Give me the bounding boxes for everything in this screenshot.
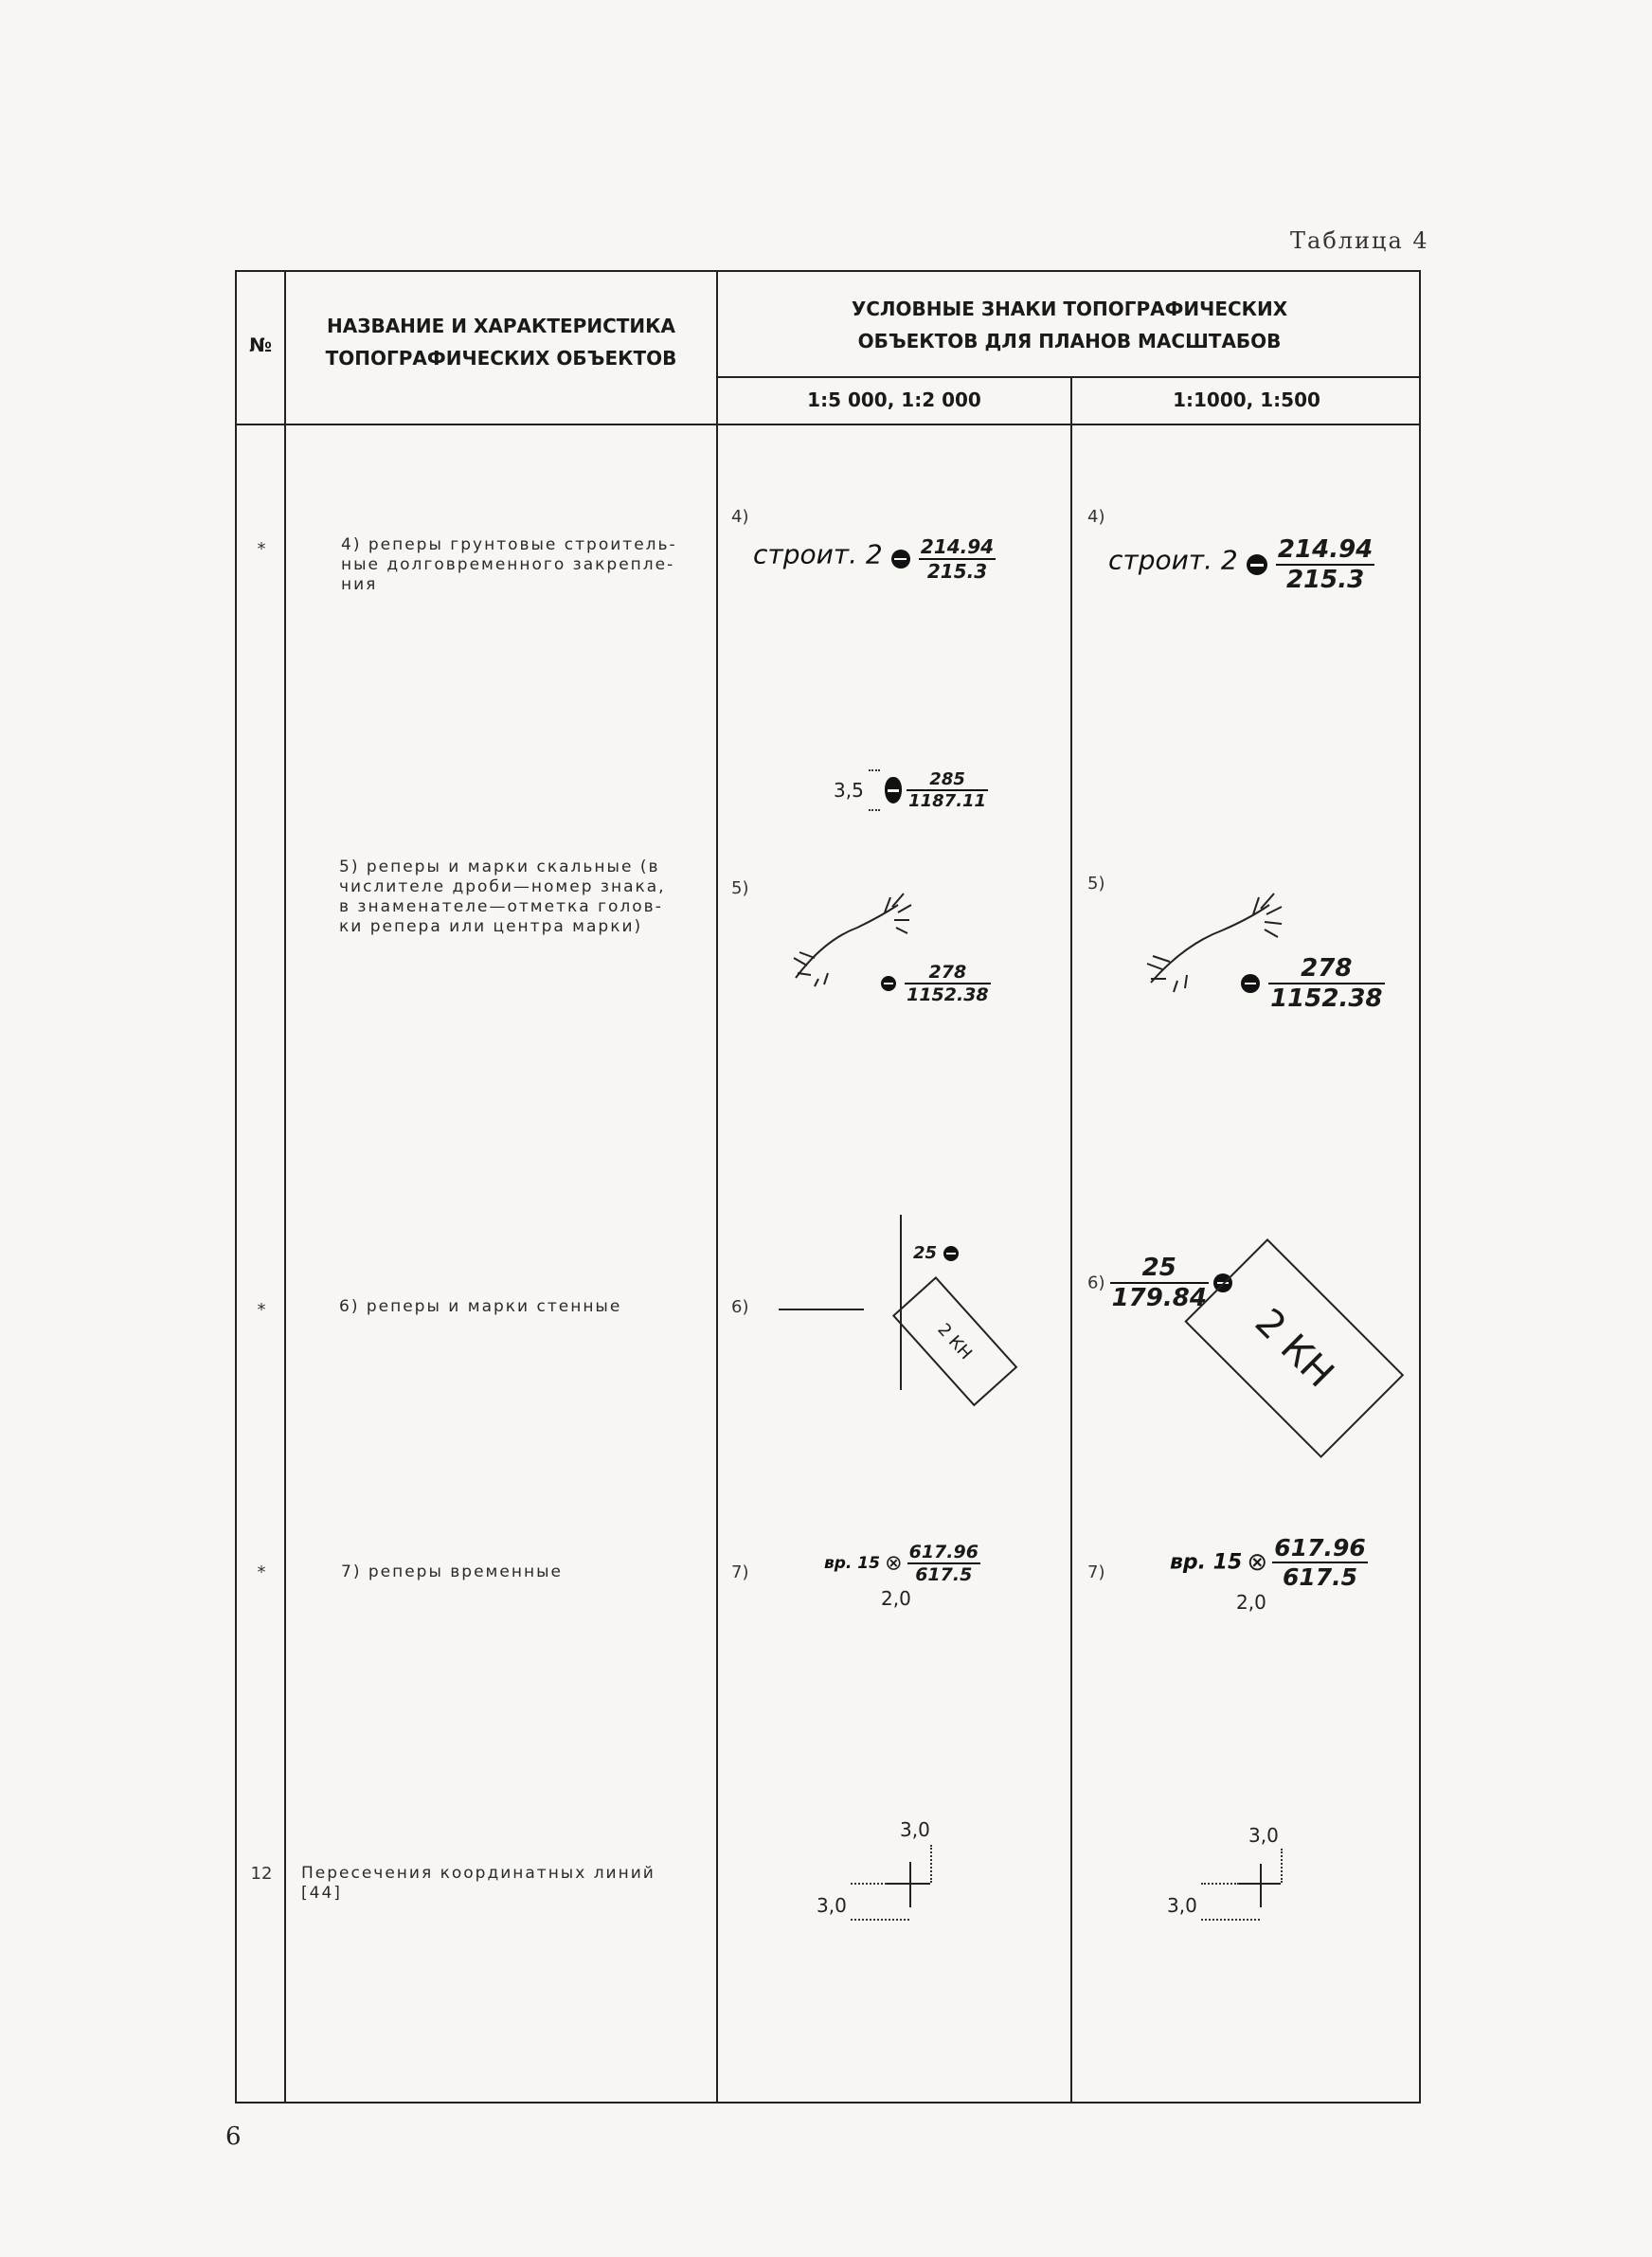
- benchmark-disk-icon: [891, 550, 910, 569]
- wall-plate-icon: [892, 1276, 1017, 1406]
- row-5-sign-a: [881, 962, 991, 1005]
- row-12-description: [301, 1864, 709, 1904]
- row-4-desc-line: 4) реперы грунтовые строитель-: [341, 535, 677, 554]
- row-7-sign-a: [824, 1542, 980, 1585]
- row-5-detail-sign: [834, 769, 988, 811]
- row-7-dimension-b: 2,0: [1236, 1591, 1266, 1614]
- row-4-denominator: 215.3: [926, 560, 988, 583]
- benchmark-disk-icon: [881, 976, 896, 991]
- row-5-fraction: [905, 962, 991, 1005]
- row-5-detail-denominator: 1187.11: [908, 791, 987, 811]
- grid-cross-icon: [909, 1862, 911, 1907]
- grid-cross-icon: [1260, 1864, 1262, 1907]
- row-12-number: 12: [250, 1864, 273, 1884]
- row-4-desc-line: ния: [341, 575, 378, 594]
- row-4-mark: *: [257, 539, 266, 559]
- row-4-sign-a: [753, 535, 996, 583]
- row-12-dim-left-a: 3,0: [817, 1894, 847, 1917]
- row-7-label-a: 7): [731, 1562, 749, 1582]
- row-4-numerator: 214.94: [920, 535, 995, 558]
- row-6-sign-a: [911, 1243, 959, 1263]
- row-7-mark: *: [257, 1562, 266, 1582]
- column-divider-scales: [1070, 376, 1072, 2102]
- row-12-dim-top-b: 3,0: [1248, 1824, 1279, 1847]
- row-6-plate-text-large: 2 КН: [1246, 1300, 1342, 1397]
- row-4-sign-text-large: строит. 2: [1108, 544, 1238, 576]
- row-6-denominator: 179.84: [1111, 1284, 1207, 1312]
- row-12-dim-left-b: 3,0: [1167, 1894, 1197, 1917]
- row-5-denominator: 1152.38: [1270, 984, 1383, 1013]
- header-subdivider: [716, 376, 1419, 378]
- row-7-dimension-a: 2,0: [881, 1587, 911, 1610]
- header-scale-b: 1:1000, 1:500: [1173, 388, 1320, 411]
- row-4-sign-text: строит. 2: [753, 538, 883, 570]
- row-7-sign-b: [1170, 1534, 1368, 1591]
- row-7-numerator: 617.96: [1274, 1534, 1366, 1562]
- row-7-denominator: 617.5: [1283, 1563, 1358, 1591]
- row-4-denominator: 215.3: [1285, 566, 1365, 594]
- row-5-description: [339, 858, 704, 937]
- wall-benchmark-icon: [943, 1246, 959, 1261]
- header-name-line2: ТОПОГРАФИЧЕСКИХ ОБЪЕКТОВ: [325, 347, 677, 370]
- row-5-detail-numerator: 285: [907, 769, 988, 791]
- row-7-sign-text-large: вр. 15: [1170, 1550, 1243, 1575]
- wall-line-icon: [900, 1215, 902, 1390]
- row-7-fraction-large: [1272, 1534, 1367, 1591]
- dotted-dimension-icon: [1281, 1849, 1283, 1883]
- row-7-numerator: 617.96: [908, 1542, 979, 1562]
- row-4-description: [341, 535, 701, 595]
- row-12-desc-line: Пересечения координатных линий: [301, 1864, 655, 1883]
- row-5-sign-b: [1241, 954, 1385, 1013]
- header-name: [286, 310, 716, 374]
- row-4-sign-b: [1108, 535, 1374, 594]
- row-12-dim-top-a: 3,0: [900, 1818, 930, 1841]
- row-6-mark: *: [257, 1300, 266, 1320]
- row-5-fraction-large: [1268, 954, 1384, 1013]
- dotted-dimension-icon: [930, 1845, 932, 1883]
- temporary-benchmark-icon: ⊗: [885, 1551, 903, 1576]
- row-7-description: [341, 1562, 706, 1582]
- row-6-plate-text: 2 КН: [933, 1319, 977, 1363]
- header-num: №: [248, 334, 273, 356]
- dotted-dimension-icon: [1201, 1919, 1260, 1921]
- row-7-label-b: 7): [1087, 1562, 1105, 1582]
- column-divider-name: [716, 272, 718, 2102]
- header-signs: [718, 293, 1421, 357]
- row-7-desc-line: 7) реперы временные: [341, 1562, 563, 1581]
- header-bottom-line: [237, 424, 1419, 425]
- row-5-detail-fraction: [907, 769, 988, 811]
- row-5-desc-line: 5) реперы и марки скальные (в: [339, 858, 660, 876]
- header-signs-line2: ОБЪЕКТОВ ДЛЯ ПЛАНОВ МАСШТАБОВ: [857, 330, 1282, 352]
- row-6-numerator: 25: [1110, 1254, 1209, 1284]
- row-4-desc-line: ные долговременного закрепле-: [341, 555, 675, 574]
- row-5-denominator: 1152.38: [907, 984, 989, 1005]
- row-4-label-a: 4): [731, 507, 749, 527]
- table-frame: [235, 270, 1421, 2104]
- leader-line-icon: [779, 1309, 864, 1310]
- row-4-fraction: [919, 535, 996, 583]
- row-5-desc-line: ки репера или центра марки): [339, 917, 643, 936]
- dotted-dimension-icon: [1201, 1883, 1239, 1885]
- dotted-dimension-icon: [851, 1883, 887, 1885]
- row-7-fraction: [907, 1542, 980, 1585]
- row-5-detail-dimension: 3,5: [834, 779, 864, 802]
- header-signs-line1: УСЛОВНЫЕ ЗНАКИ ТОПОГРАФИЧЕСКИХ: [851, 298, 1288, 320]
- rock-benchmark-icon: [885, 777, 902, 803]
- row-6-number: 25: [913, 1243, 938, 1263]
- row-5-label-b: 5): [1087, 874, 1105, 894]
- grid-cross-icon: [887, 1883, 930, 1885]
- row-7-denominator: 617.5: [915, 1564, 973, 1585]
- row-6-number-small: [911, 1243, 939, 1263]
- temporary-benchmark-icon: ⊗: [1247, 1548, 1268, 1577]
- row-7-sign-text: вр. 15: [824, 1554, 880, 1573]
- row-5-label-a: 5): [731, 878, 749, 898]
- row-5-numerator: 278: [1268, 954, 1384, 984]
- dotted-dimension-icon: [869, 769, 880, 811]
- page-number: 6: [225, 2122, 242, 2151]
- row-5-numerator: 278: [905, 962, 991, 984]
- dotted-dimension-icon: [851, 1919, 909, 1921]
- table-caption: Таблица 4: [1290, 227, 1429, 254]
- row-5-desc-line: в знаменателе—отметка голов-: [339, 897, 663, 916]
- row-4-numerator: 214.94: [1277, 535, 1374, 564]
- row-6-label-b: 6): [1087, 1273, 1105, 1293]
- row-12-desc-line: [44]: [301, 1884, 342, 1903]
- row-4-fraction-large: [1276, 535, 1374, 594]
- row-6-desc-line: 6) реперы и марки стенные: [339, 1297, 622, 1316]
- row-4-label-b: 4): [1087, 507, 1105, 527]
- benchmark-disk-icon: [1241, 974, 1260, 993]
- benchmark-disk-icon: [1247, 554, 1267, 575]
- row-6-description: [339, 1297, 704, 1317]
- header-name-line1: НАЗВАНИЕ И ХАРАКТЕРИСТИКА: [327, 315, 675, 337]
- header-scale-a: 1:5 000, 1:2 000: [807, 388, 981, 411]
- row-6-fraction: [1110, 1254, 1209, 1312]
- row-5-desc-line: числителе дроби—номер знака,: [339, 877, 666, 896]
- row-6-label-a: 6): [731, 1297, 749, 1317]
